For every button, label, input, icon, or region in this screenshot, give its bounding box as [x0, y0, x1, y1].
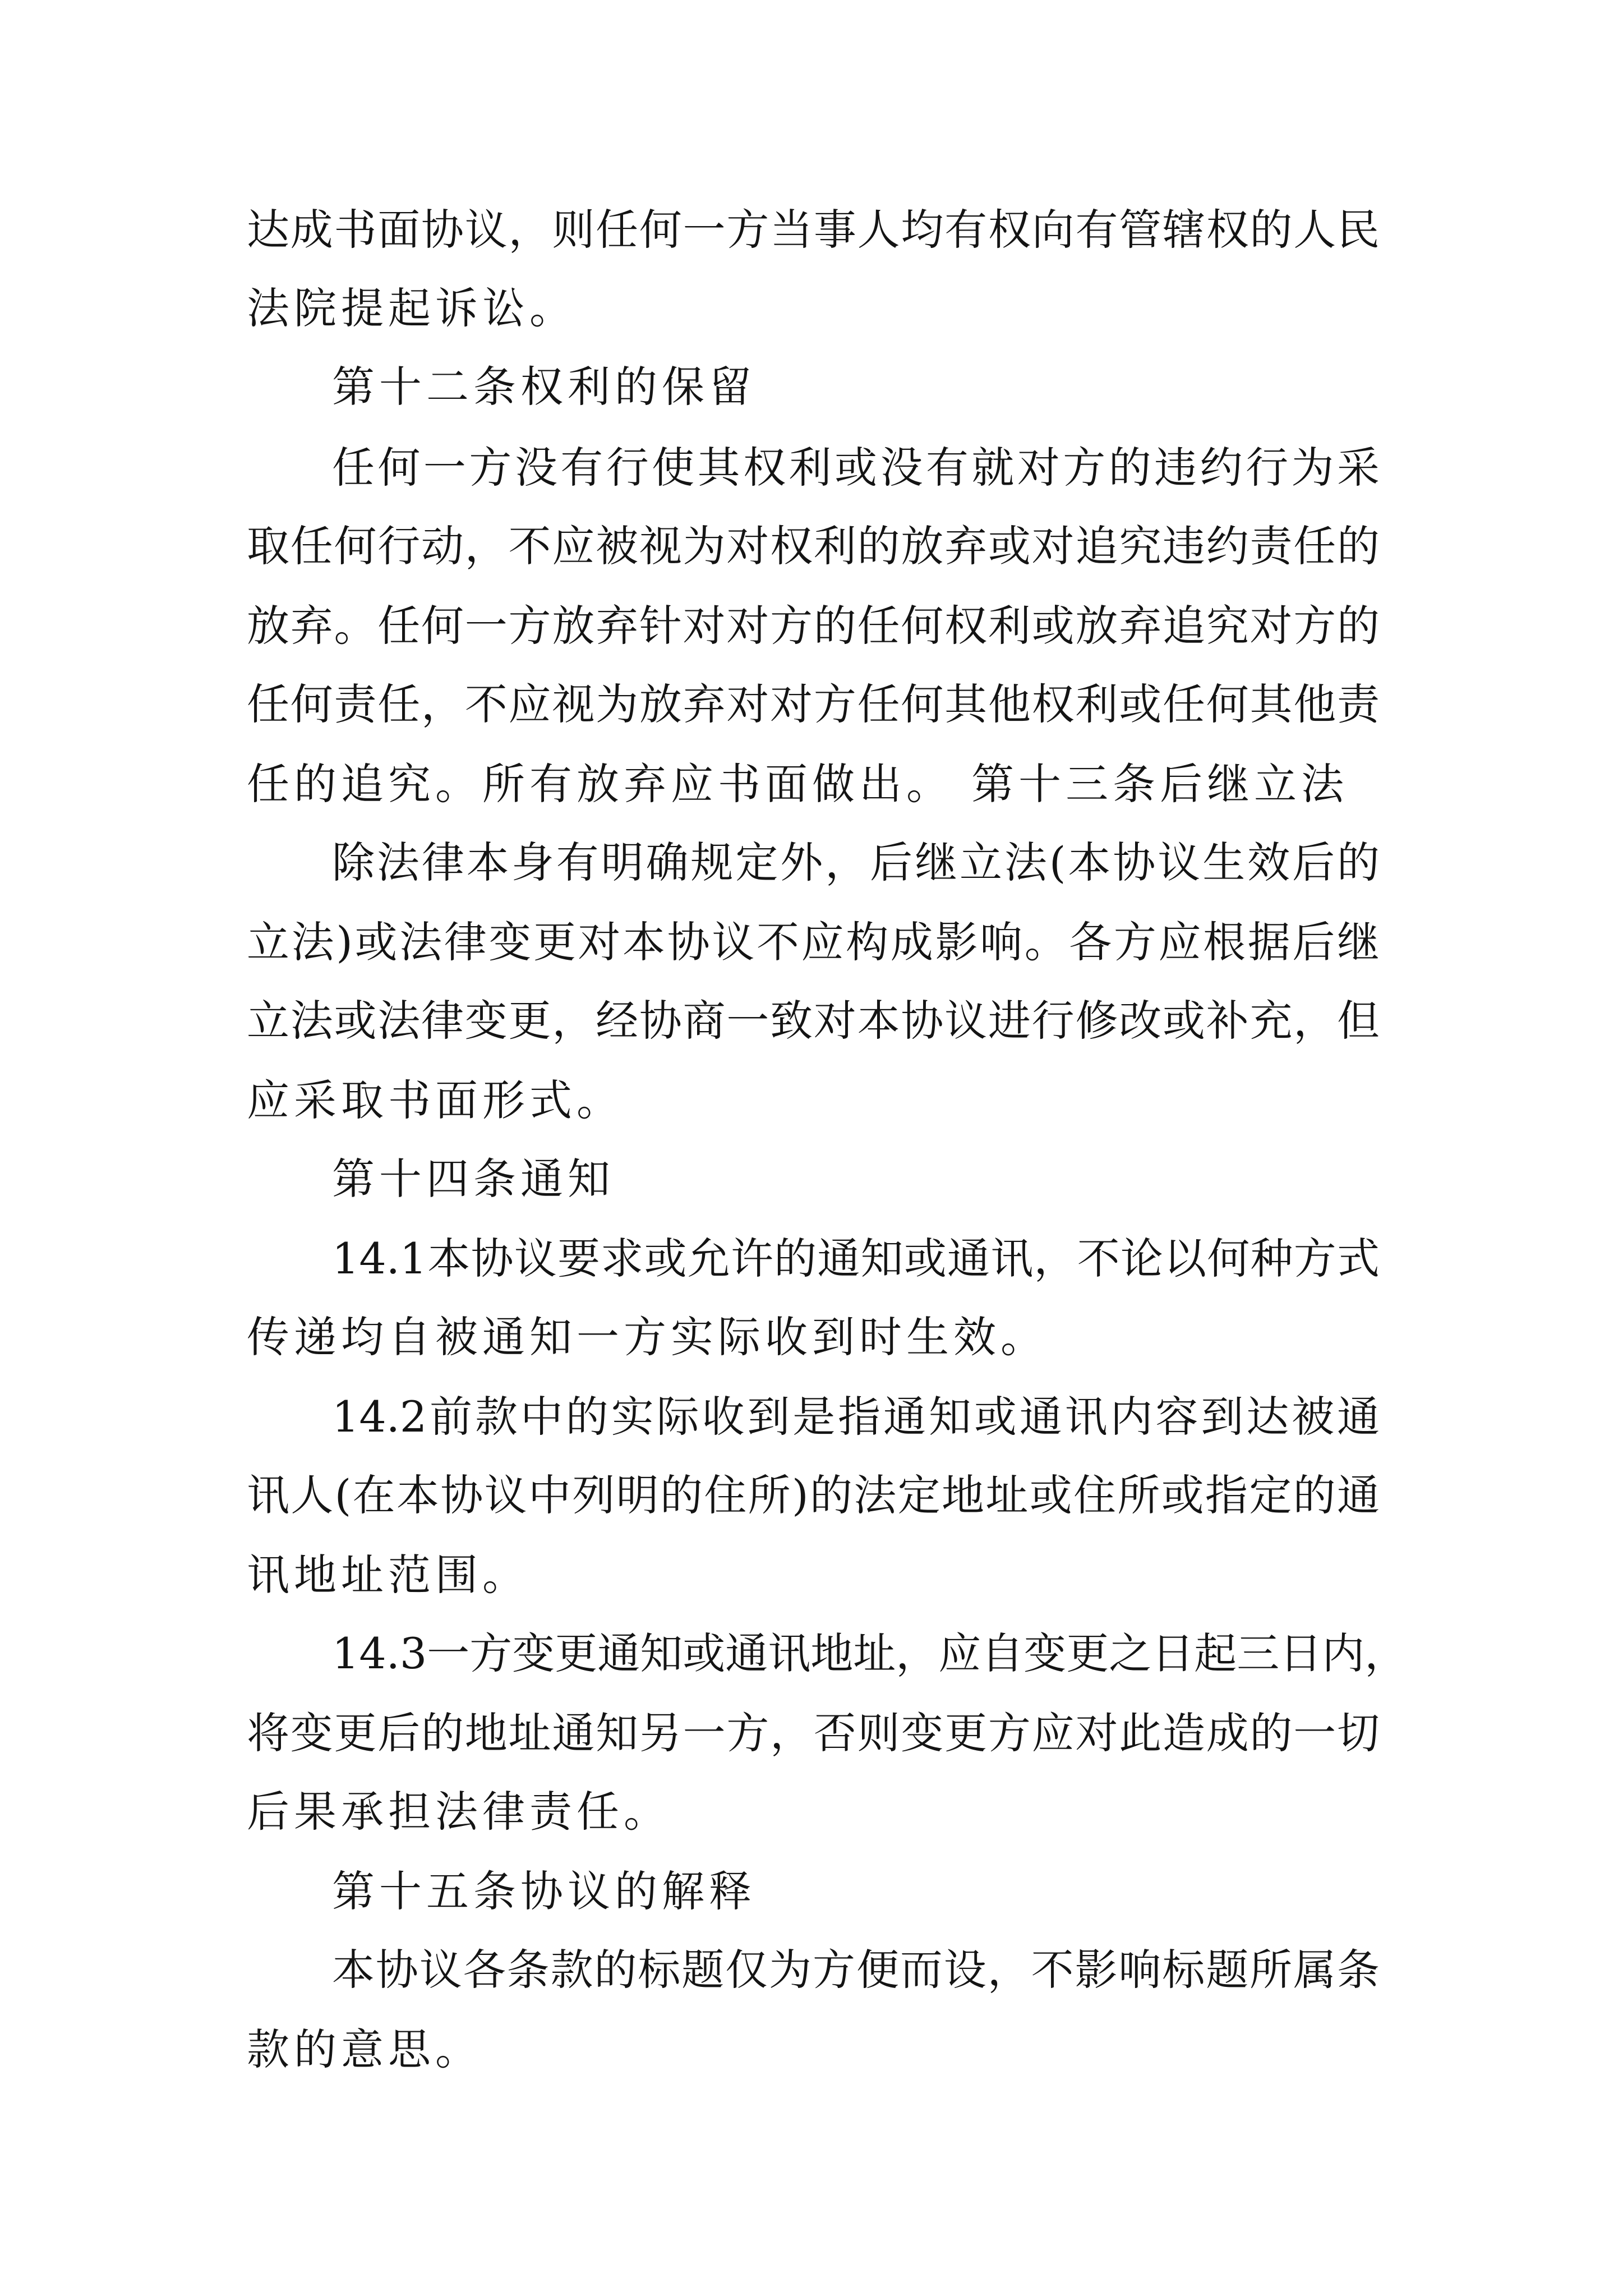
text-line: 后果承担法律责任。 — [247, 1787, 671, 1837]
text-line: 任的追究。所有放弃应书面做出。 第十三条后继立法 — [247, 759, 1349, 809]
text-line: 14.2前款中的实际收到是指通知或通讯内容到达被通 — [332, 1392, 1380, 1442]
section-heading: 第十四条通知 — [332, 1154, 615, 1204]
text-line: 将变更后的地址通知另一方，否则变更方应对此造成的一切 — [247, 1708, 1380, 1758]
text-line: 任何责任，不应视为放弃对对方任何其他权利或任何其他责 — [247, 679, 1380, 729]
section-heading: 第十五条协议的解释 — [332, 1866, 756, 1916]
text-line: 款的意思。 — [247, 2024, 482, 2074]
text-line: 法院提起诉讼。 — [247, 283, 577, 333]
text-line: 本协议各条款的标题仅为方便而设，不影响标题所属条 — [332, 1945, 1380, 1995]
text-line: 除法律本身有明确规定外，后继立法(本协议生效后的 — [332, 838, 1380, 887]
text-line: 应采取书面形式。 — [247, 1075, 624, 1125]
text-line: 讯地址范围。 — [247, 1550, 529, 1600]
section-heading: 第十二条权利的保留 — [332, 362, 756, 412]
text-line: 14.1本协议要求或允许的通知或通讯，不论以何种方式 — [332, 1234, 1380, 1283]
text-line: 立法或法律变更，经协商一致对本协议进行修改或补充，但 — [247, 996, 1380, 1046]
text-line: 传递均自被通知一方实际收到时生效。 — [247, 1312, 1048, 1362]
text-line: 讯人(在本协议中列明的住所)的法定地址或住所或指定的通 — [247, 1470, 1380, 1520]
text-line: 达成书面协议，则任何一方当事人均有权向有管辖权的人民 — [247, 205, 1380, 255]
text-line: 任何一方没有行使其权利或没有就对方的违约行为采 — [332, 443, 1380, 493]
text-line: 14.3一方变更通知或通讯地址，应自变更之日起三日内， — [332, 1628, 1408, 1678]
text-line: 立法)或法律变更对本协议不应构成影响。各方应根据后继 — [247, 917, 1380, 967]
text-line: 取任何行动，不应被视为对权利的放弃或对追究违约责任的 — [247, 521, 1380, 571]
text-line: 放弃。任何一方放弃针对对方的任何权利或放弃追究对方的 — [247, 601, 1380, 651]
